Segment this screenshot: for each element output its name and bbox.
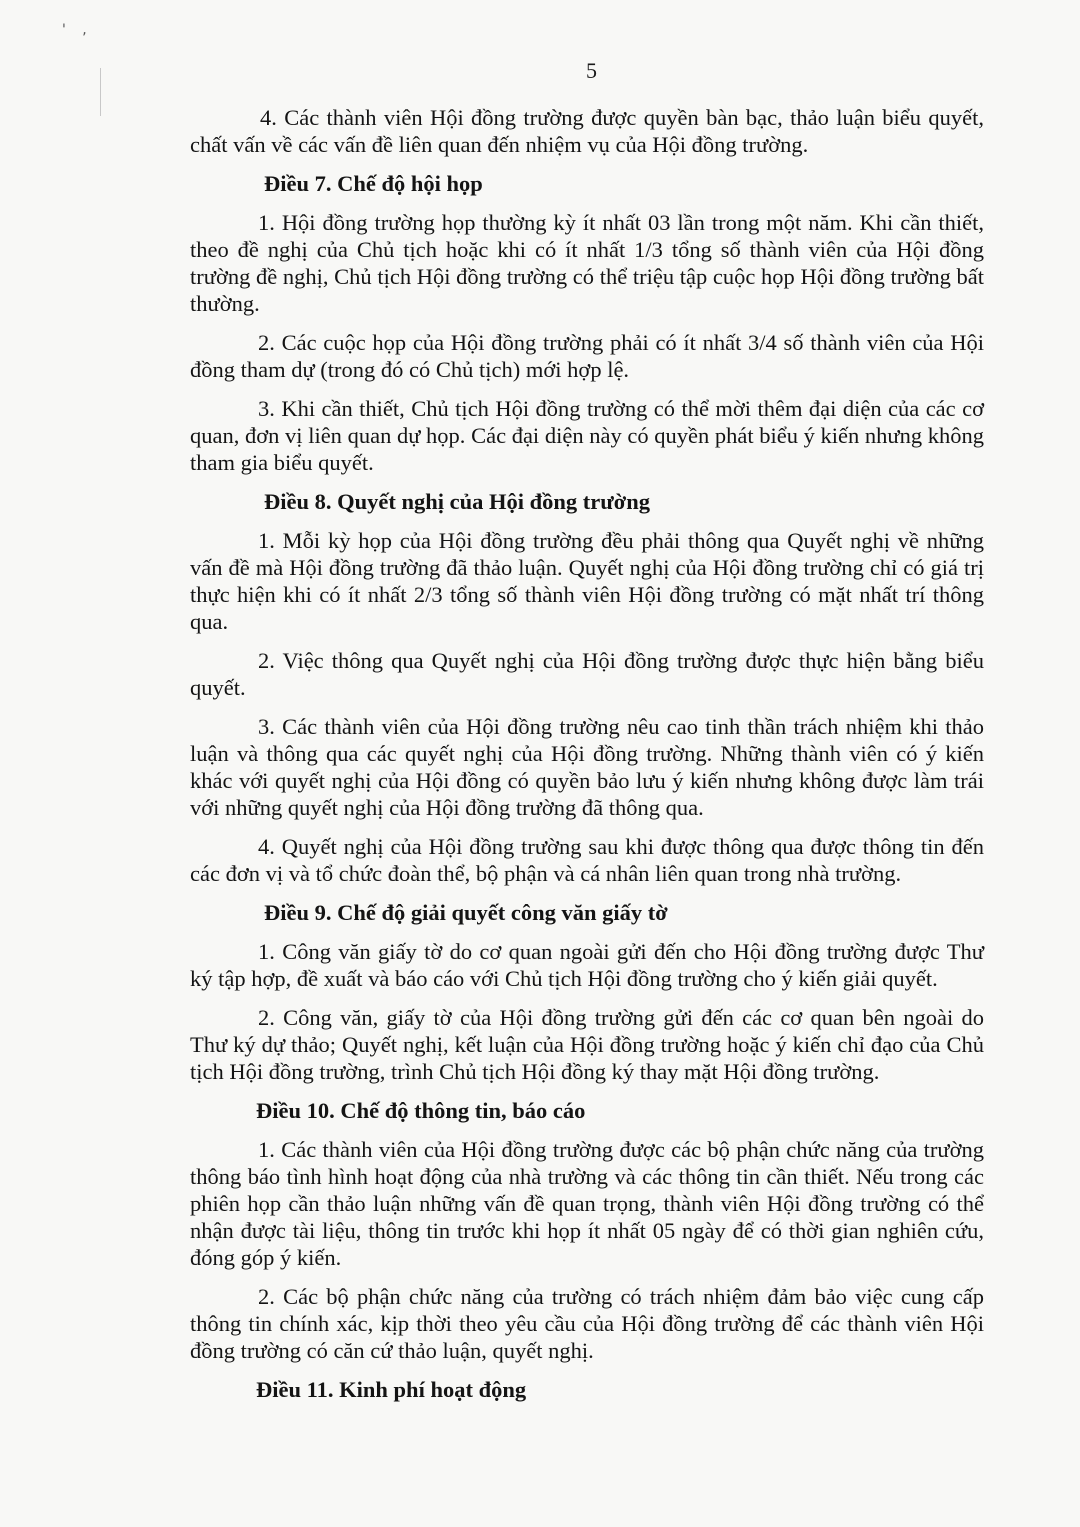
document-body (190, 104, 984, 1415)
paragraph-article8-item3: 3. Các thành viên của Hội đồng trường nêu cao tinh thần trách nhiệm khi thảo luận và thông qua các quyết nghị của Hội đồng trường. Những thành viên có ý kiến khác với quyết nghị của Hội đồng có quyền bảo lưu ý kiến nhưng không được làm trái với những quyết nghị của Hội đồng trường đã thông qua. (190, 714, 984, 820)
heading-article7: Điều 7. Chế độ hội họp (264, 171, 483, 196)
scan-mark: ' , (62, 22, 93, 38)
page-number: 5 (586, 58, 597, 83)
paragraph-article9-item1: 1. Công văn giấy tờ do cơ quan ngoài gửi đến cho Hội đồng trường được Thư ký tập hợp, đề xuất và báo cáo với Chủ tịch Hội đồng trường cho ý kiến giải quyết. (190, 939, 984, 991)
heading-article11: Điều 11. Kinh phí hoạt động (256, 1377, 527, 1402)
heading-article8: Điều 8. Quyết nghị của Hội đồng trường (264, 489, 651, 514)
paragraph-article8-item4: 4. Quyết nghị của Hội đồng trường sau khi được thông qua được thông tin đến các đơn vị và tổ chức đoàn thể, bộ phận và cá nhân liên quan trong nhà trường. (190, 834, 984, 886)
paragraph-article7-item1: 1. Hội đồng trường họp thường kỳ ít nhất 03 lần trong một năm. Khi cần thiết, theo đề nghị của Chủ tịch hoặc khi có ít nhất 1/3 tổng số thành viên của Hội đồng trường đề nghị, Chủ tịch Hội đồng trường có thể triệu tập cuộc họp Hội đồng trường bất thường. (190, 210, 984, 316)
heading-article9: Điều 9. Chế độ giải quyết công văn giấy tờ (264, 900, 668, 925)
paragraph-article10-item2: 2. Các bộ phận chức năng của trường có trách nhiệm đảm bảo việc cung cấp thông tin chính xác, kịp thời theo yêu cầu của Hội đồng trường để các thành viên Hội đồng trường có căn cứ thảo luận, quyết nghị. (190, 1284, 984, 1363)
paragraph-article8-item2: 2. Việc thông qua Quyết nghị của Hội đồng trường được thực hiện bằng biểu quyết. (190, 648, 984, 700)
paragraph-article7-item3: 3. Khi cần thiết, Chủ tịch Hội đồng trường có thể mời thêm đại diện của các cơ quan, đơn vị liên quan dự họp. Các đại diện này có quyền phát biểu ý kiến nhưng không tham gia biểu quyết. (190, 396, 984, 475)
paragraph-article8-item1: 1. Mỗi kỳ họp của Hội đồng trường đều phải thông qua Quyết nghị về những vấn đề mà Hội đồng trường đã thảo luận. Quyết nghị của Hội đồng trường chỉ có giá trị thực hiện khi có ít nhất 2/3 tổng số thành viên Hội đồng trường có mặt nhất trí thông qua. (190, 528, 984, 634)
paragraph-article6-item4: 4. Các thành viên Hội đồng trường được quyền bàn bạc, thảo luận biểu quyết, chất vấn về các vấn đề liên quan đến nhiệm vụ của Hội đồng trường. (190, 105, 984, 157)
paragraph-article10-item1: 1. Các thành viên của Hội đồng trường được các bộ phận chức năng của trường thông báo tình hình hoạt động của nhà trường và các thông tin cần thiết. Nếu trong các phiên họp cần thảo luận những vấn đề quan trọng, thành viên Hội đồng trường có thể nhận được tài liệu, thông tin trước khi họp ít nhất 05 ngày để có thời gian nghiên cứu, đóng góp ý kiến. (190, 1137, 984, 1270)
scan-edge-line (100, 68, 101, 116)
paragraph-article9-item2: 2. Công văn, giấy tờ của Hội đồng trường gửi đến các cơ quan bên ngoài do Thư ký dự thảo; Quyết nghị, kết luận của Hội đồng trường hoặc ý kiến chỉ đạo của Chủ tịch Hội đồng trường, trình Chủ tịch Hội đồng ký thay mặt Hội đồng trường. (190, 1005, 984, 1084)
heading-article10: Điều 10. Chế độ thông tin, báo cáo (256, 1098, 586, 1123)
paragraph-article7-item2: 2. Các cuộc họp của Hội đồng trường phải có ít nhất 3/4 số thành viên của Hội đồng tham dự (trong đó có Chủ tịch) mới hợp lệ. (190, 330, 984, 382)
